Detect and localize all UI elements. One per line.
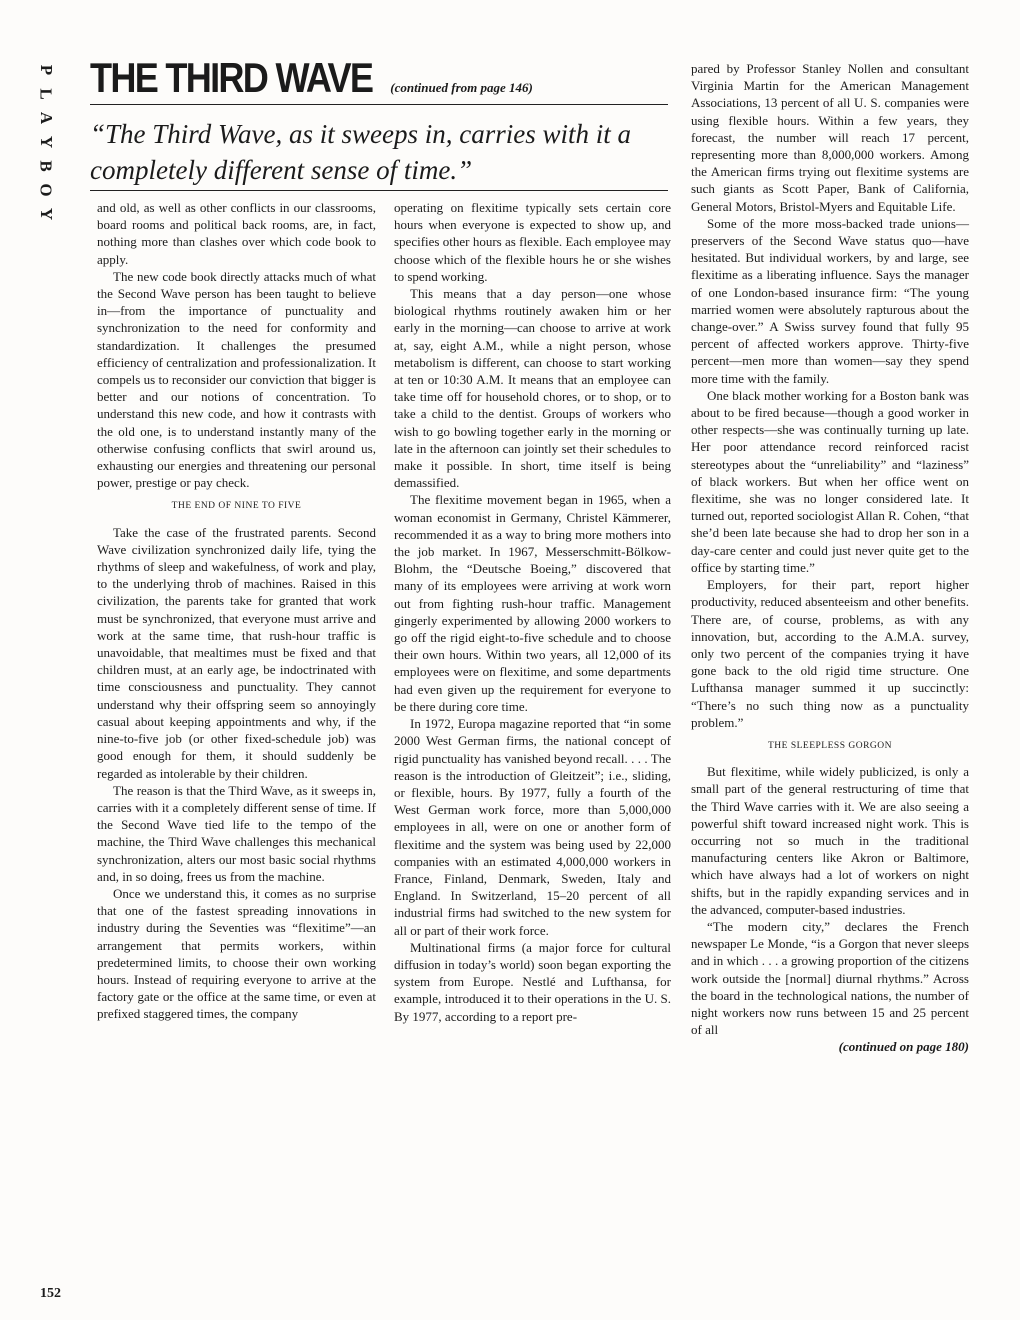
masthead-letter: O [36,183,56,197]
playboy-masthead [26,58,66,226]
continued-from-note: (continued from page 146) [390,80,533,95]
column-1 [97,199,376,1023]
pull-quote: “The Third Wave, as it sweeps in, carries with it a completely different sense of time.” [90,119,632,185]
paragraph: The flexitime movement began in 1965, when a woman economist in Germany, Christel Kämmerer, recommended it as a way to bring more mothers into the job market. In 1967, Messerschmitt-Bölkow-Blohm, the “Deutsche Boeing,” discovered that many of its employees were arriving at work worn out from fighting rush-hour traffic. Management gingerly experimented by allowing 2000 workers to go off the rigid eight-to-five schedule and to choose their own hours. Within two years, all 12,000 of its employees were on flexitime, and some departments had even given up the requirement for everyone to be there during core time. [394,492,671,714]
paragraph: Employers, for their part, report higher productivity, reduced absenteeism and other benefits. There are, of course, problems, as with any innovation, but, according to the A.M.A. survey, only two percent of the companies trying it have gone back to the old rigid time structure. One Lufthansa manager summed it up succinctly: “There’s no such thing now as a punctuality problem.” [691,577,969,730]
column-3 [691,60,969,1056]
masthead-letter: L [37,88,56,100]
masthead-letter: P [36,64,56,76]
column-2 [394,199,671,1025]
paragraph: pared by Professor Stanley Nollen and consultant Virginia Martin for the American Management Associations, 13 percent of all U. S. companies were using flexible hours. Within a few years, they forecast, the number will reach 17 percent, representing more than 8,000,000 workers. Among the American firms trying out flexitime systems are such giants as Scott Paper, Bank of California, General Motors, Bristol-Myers and Equitable Life. [691,61,969,214]
paragraph: Multinational firms (a major force for cultural diffusion in today’s world) soon began exporting the system from Europe. Nestlé and Lufthansa, for example, introduced it to their operations in the U. S. By 1977, according to a report pre- [394,939,671,1024]
paragraph: This means that a day person—one whose biological rhythms routinely awaken him or her early in the morning—can choose to arrive at work at, say, eight A.M., while a night person, whose metabolism is different, can choose to start working at ten or 10:30 A.M. It means that an employee can take time off for household chores, or to shop, or to take a child to the dentist. Groups of workers who wish to go bowling together early in the morning or late in the afternoon can jointly set their schedules to make it possible. In short, time itself is being demassified. [394,286,671,491]
masthead-letter: A [37,111,56,125]
paragraph: Once we understand this, it comes as no surprise that one of the fastest spreading innovations in industry during the Seventies was “flexitime”—an arrangement that permits workers, within predetermined limits, to choose their own working hours. Instead of requiring everyone to arrive at the factory gate or the office at the same time, or even at prefixed staggered times, the company [97,885,376,1022]
page-number: 152 [40,1286,61,1301]
masthead-letter: Y [37,207,56,221]
paragraph: The reason is that the Third Wave, as it sweeps in, carries with it a completely different sense of time. If the Second Wave tied life to the tempo of the machine, the Third Wave challenges this mechanical synchronization, alters our most basic social rhythms and, in so doing, frees us from the machine. [97,782,376,884]
paragraph: The new code book directly attacks much of what the Second Wave person has been taught to believe in—from the importance of punctuality and synchronization to the need for conformity and standardization. It challenges the presumed efficiency of centralization and professionalization. It compels us to reconsider our conviction that bigger is better and our notions of concentration. To understand this new code, and how it contrasts with the old one, is to understand instantly many of the otherwise confusing conflicts that swirl around us, exhausting our energies and threatening our personal power, prestige or pay check. [97,268,376,491]
paragraph: One black mother working for a Boston bank was about to be fired because—though a good worker in other respects—she was continually turning up late. Her poor attendance record reinforced racist stereotypes about the “unreliability” and “laziness” of black workers. But when her office went on flexitime, she was no longer considered late. It turned out, reported sociologist Allan R. Cohen, “that she’d been late because she had to drop her son in a day-care center and could just never quite get to the office by starting time.” [691,387,970,575]
paragraph: In 1972, Europa magazine reported that “in some 2000 West German firms, the national concept of rigid punctuality has vanished beyond recall. . . . The reason is the introduction of Gleitzeit”; i.e., sliding, or flexible, hours. By 1977, fully a fourth of the West German work force, more than 5,000,000 employees in all, were on one or another form of flexitime and the system was being used by 22,000 companies with an estimated 4,000,000 workers in France, Finland, Denmark, Sweden, Italy and England. In Switzerland, 15–20 percent of all industrial firms had switched to the new system for all or part of their work force. [394,716,671,938]
masthead-letter: Y [37,135,56,149]
section-heading: THE END OF NINE TO FIVE [171,501,302,512]
paragraph: operating on flexitime typically sets certain core hours when everyone is expected to show up, and specifies other hours as flexible. Each employee may choose which of the flexible hours he or she wishes to spend working. [394,200,671,284]
header-rule-bottom [90,190,668,191]
paragraph: Take the case of the frustrated parents. Second Wave civilization synchronized daily life, tying the rhythms of sleep and wakefulness, of work and play, to the underlying throb of machines. Raised in this civilization, the parents take for granted that work must be synchronized, that everyone must arrive and work at the same time, that rush-hour traffic is unavoidable, that mealtimes must be fixed and that children must, at an early age, be indoctrinated with time consciousness and punctuality. They cannot understand why their offspring seem so annoyingly casual about keeping appointments and why, if the nine-to-five job (or other fixed-schedule job) was good enough for them, it should suddenly be regarded as intolerable by their children. [97,524,376,781]
paragraph: and old, as well as other conflicts in our classrooms, board rooms and political back rooms, are, in fact, nothing more than clashes over which code book to apply. [97,200,376,267]
section-heading: THE SLEEPLESS GORGON [767,740,892,751]
paragraph: “The modern city,” declares the French newspaper Le Monde, “is a Gorgon that never sleeps and in which . . . a growing proportion of the citizens work outside the [normal] diurnal rhythms.” Across the board in the technological nations, the number of night workers now runs between 15 and 25 percent of all [691,918,969,1038]
article-title: THE THIRD WAVE [90,54,373,101]
continued-on-note: (continued on page 180) [838,1039,969,1055]
masthead-letter: B [37,160,56,172]
paragraph: Some of the more moss-backed trade unions—preservers of the Second Wave status quo—have hesitated. But individual workers, by and large, see flexitime as a liberating influence. Says the manager of one London-based insurance firm: “The young married women were absolutely rapturous about the change-over.” A Swiss survey found that fully 95 percent of affected workers approve. Thirty-five percent—men more than women—say they spend more time with the family. [691,215,969,386]
paragraph: But flexitime, while widely publicized, is only a small part of the general restructuring of time that the Third Wave carries with it. We are also seeing a powerful shift toward increased night work. This is occurring not so much in the traditional manufacturing centers like Akron or Baltimore, which have always had a lot of workers on night shifts, but in the rapidly expanding services and in the advanced, computer-based industries. [691,764,969,917]
header-rule-top [90,104,668,105]
